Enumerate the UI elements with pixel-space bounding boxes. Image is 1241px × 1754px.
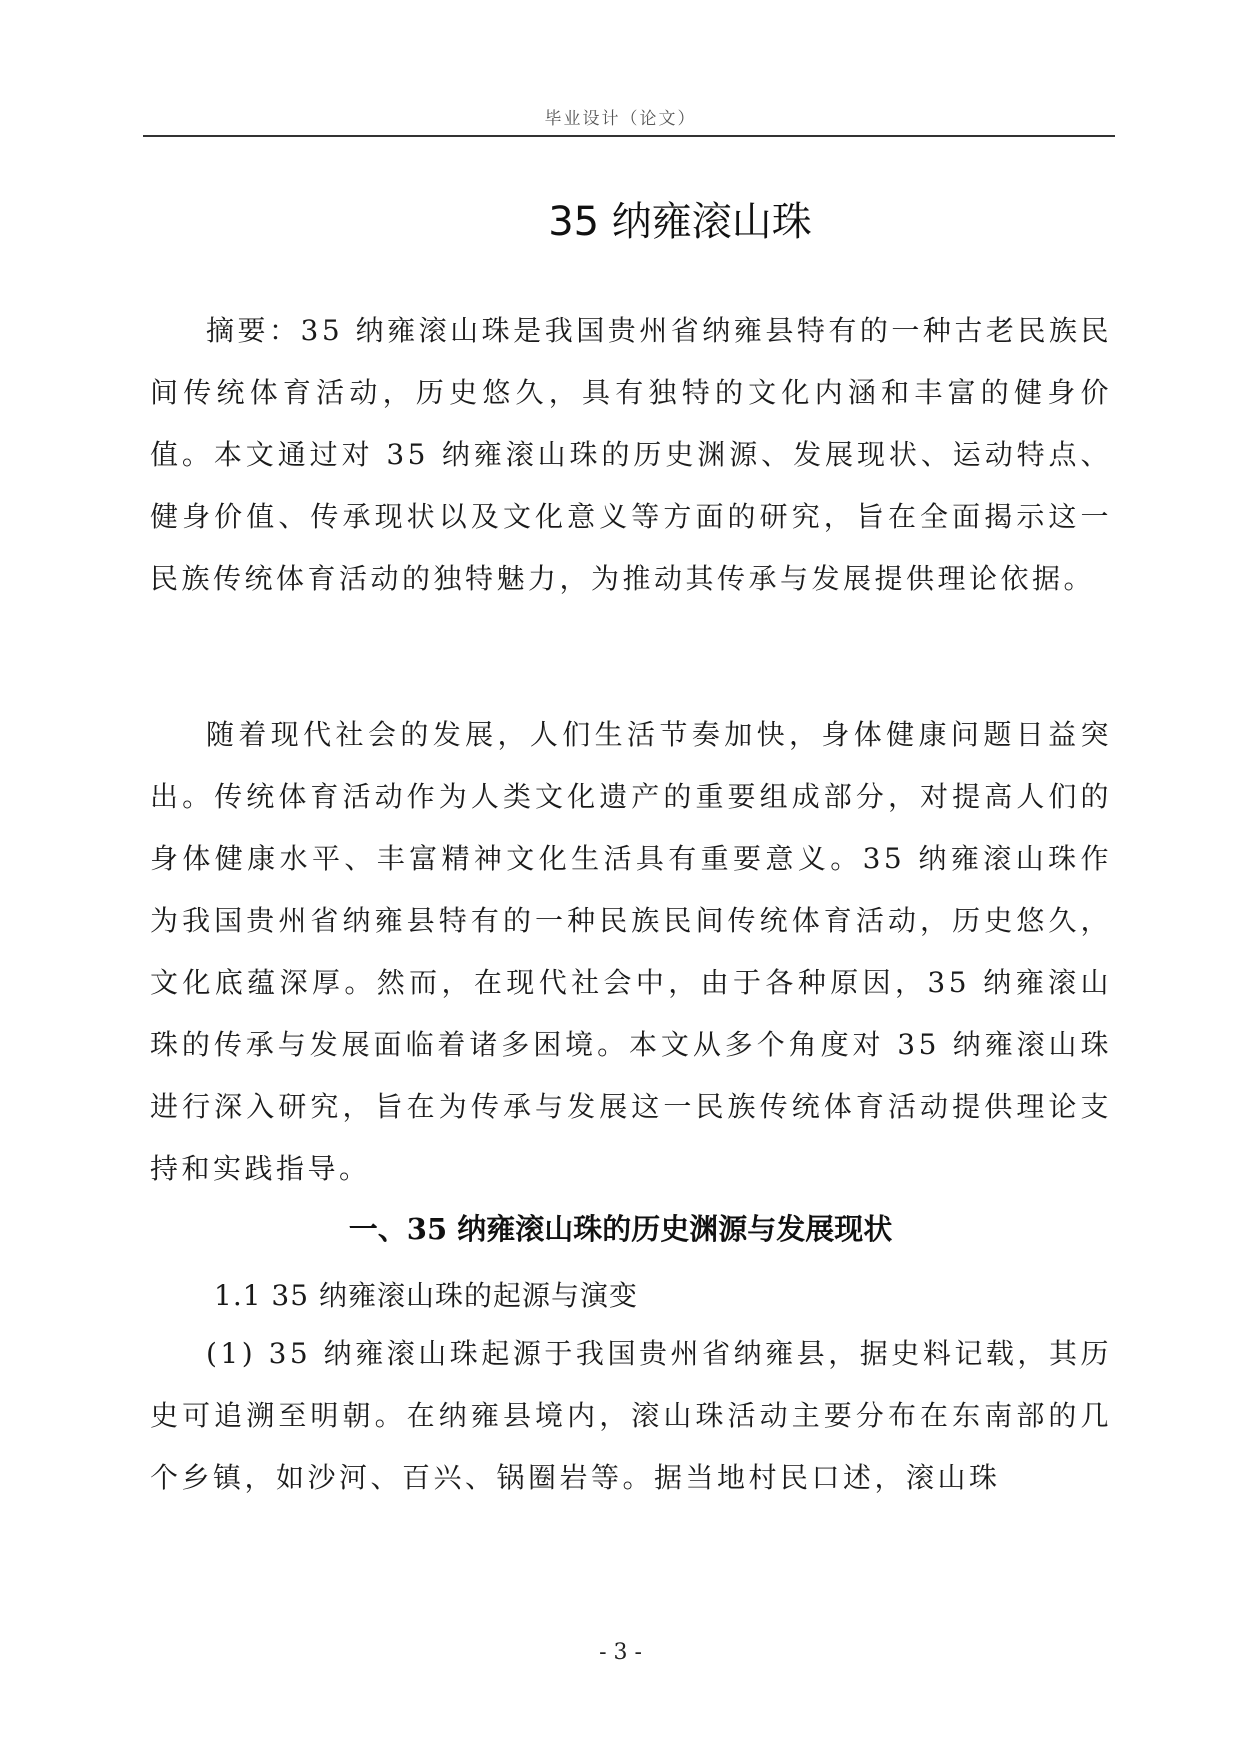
section-heading: 一、35 纳雍滚山珠的历史渊源与发展现状 [348,1212,893,1246]
abstract-paragraph: 摘要：35 纳雍滚山珠是我国贵州省纳雍县特有的一种古老民族民间传统体育活动，历史悠久，具有独特的文化内涵和丰富的健身价值。本文通过对 35 纳雍滚山珠的历史渊源、发展现状、运动特点、健身价值、传承现状以及文化意义等方面的研究，旨在全面揭示这一民族传统体育活动的独特魅力，为推动其传承与发展提供理论依据。 [150,314,1112,595]
introduction-paragraph: 随着现代社会的发展，人们生活节奏加快，身体健康问题日益突出。传统体育活动作为人类文化遗产的重要组成部分，对提高人们的身体健康水平、丰富精神文化生活具有重要意义。35 纳雍滚山珠作为我国贵州省纳雍县特有的一种民族民间传统体育活动，历史悠久，文化底蕴深厚。然而，在现代社会中，由于各种原因，35 纳雍滚山珠的传承与发展面临着诸多困境。本文从多个角度对 35 纳雍滚山珠进行深入研究，旨在为传承与发展这一民族传统体育活动提供理论支持和实践指导。 [150,718,1112,1185]
section-paragraph: (1) 35 纳雍滚山珠起源于我国贵州省纳雍县，据史料记载，其历史可追溯至明朝。在纳雍县境内，滚山珠活动主要分布在东南部的几个乡镇，如沙河、百兴、锅圈岩等。据当地村民口述，滚山珠 [150,1337,1112,1494]
header-divider [143,135,1115,137]
running-header: 毕业设计（论文） [544,109,697,129]
document-title: 35 纳雍滚山珠 [548,199,812,245]
subsection-heading: 1.1 35 纳雍滚山珠的起源与演变 [214,1279,638,1312]
page-number: - 3 - [599,1640,642,1665]
